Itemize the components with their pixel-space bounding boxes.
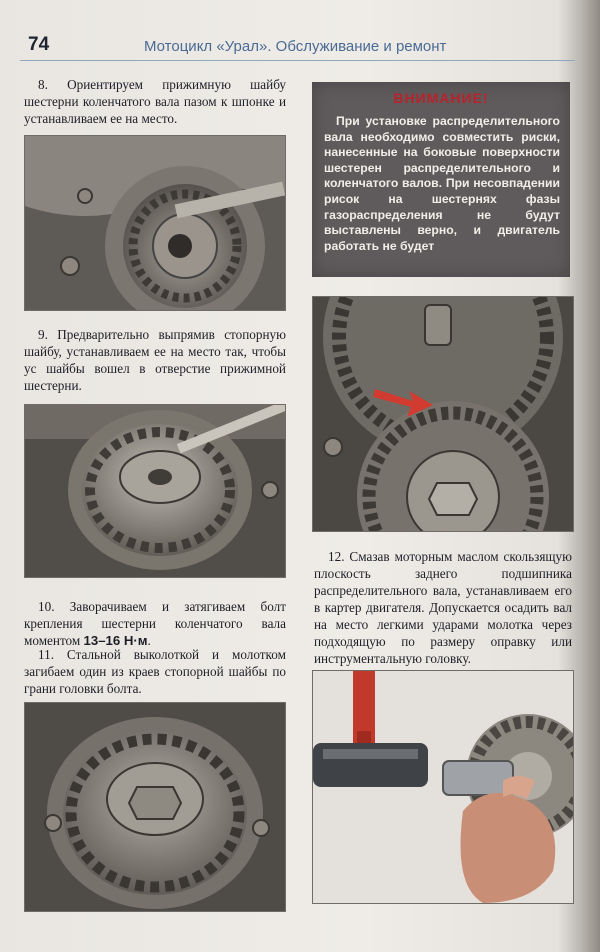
step-10-body: 10. Заворачиваем и затягиваем болт крепления шестерни коленчатого вала моментом <box>24 599 286 648</box>
page-header <box>20 30 575 61</box>
photo-lock-washer <box>24 404 286 578</box>
attention-note <box>312 82 570 277</box>
running-title: Мотоцикл «Урал». Обслуживание и ремонт <box>144 38 447 55</box>
step-8-text: 8. Ориентируем прижимную шайбу шестерни коленчатого вала пазом к шпонке и устанавливаем ее на место. <box>24 77 286 126</box>
step-10-end: . <box>147 633 151 648</box>
photo-gear-washer-image <box>25 136 285 310</box>
photo-pressure-washer-gear <box>24 135 286 311</box>
photo-hammer-bearing-image <box>313 671 573 903</box>
step-11-text: 11. Стальной выколоткой и молотком загибаем один из краев стопорной шайбы по грани головки болта. <box>24 647 286 696</box>
page-number: 74 <box>28 34 50 55</box>
note-title: ВНИМАНИЕ! <box>393 90 489 106</box>
photo-timing-gears <box>312 296 574 532</box>
step-9-text: 9. Предварительно выпрямив стопорную шайбу, устанавливаем ее на место так, чтобы ус шайбы вошел в отверстие прижимной шестерни. <box>24 327 286 393</box>
photo-bent-washer <box>24 702 286 912</box>
step-12-text: 12. Смазав моторным маслом скользящую плоскость заднего подшипника распределительного вала, устанавливаем его в картер двигателя. Допускается осадить вал на место легкими ударами молотка через подходящую по размеру оправку или инструментальную головку. <box>314 549 572 666</box>
note-text: При установке распределительного вала необходимо совместить риски, нанесенные на боковые поверхности шестерен распределительного и коленчатого валов. При несовпадении рисок на шестернях фазы газораспределения не будут выставлены верно, и двигатель работать не будет <box>324 114 560 253</box>
photo-bent-washer-image <box>25 703 285 911</box>
photo-hammer-bearing <box>312 670 574 904</box>
photo-lock-washer-image <box>25 405 285 577</box>
torque-value: 13–16 Н·м <box>83 633 148 648</box>
photo-timing-gears-image <box>313 297 573 531</box>
step-10-text <box>24 598 286 649</box>
